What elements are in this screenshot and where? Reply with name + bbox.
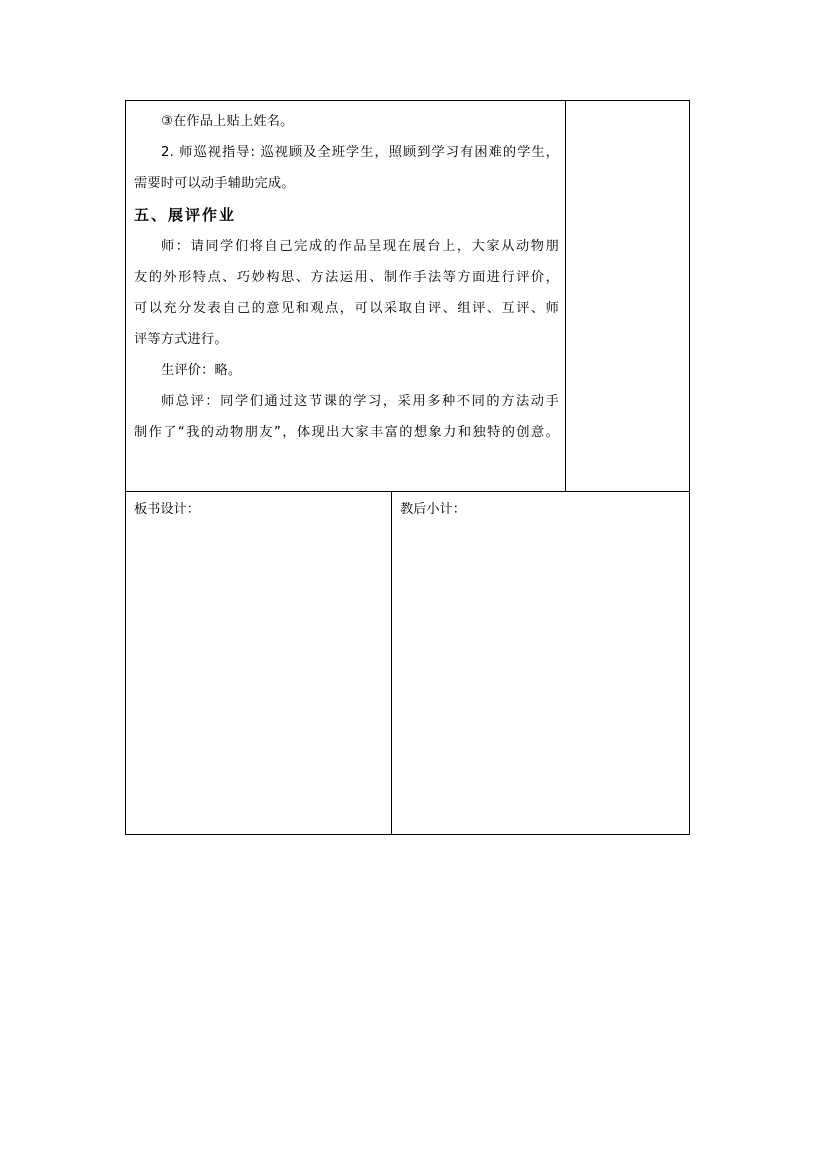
lesson-content-cell — [125, 100, 566, 492]
text-line: 生评价：略。 — [161, 363, 242, 378]
text-line: 2. 师巡视指导: 巡视顾及全班学生，照顾到学习有困难的学生， — [161, 145, 559, 160]
text-line: 可以充分发表自己的意见和观点，可以采取自评、组评、互评、师 — [134, 301, 559, 316]
reflection-label: 教后小计： — [400, 502, 466, 517]
text-line: 评等方式进行。 — [134, 332, 228, 347]
text-line: 师总评：同学们通过这节课的学习，采用多种不同的方法动手 — [161, 394, 559, 409]
text-line: 制作了“我的动物朋友”，体现出大家丰富的想象力和独特的创意。 — [134, 425, 559, 440]
section-heading: 五、展评作业 — [134, 206, 237, 224]
notes-column-cell — [565, 100, 690, 492]
board-design-cell — [125, 491, 392, 835]
text-line: 需要时可以动手辅助完成。 — [134, 176, 295, 191]
text-line: ③在作品上贴上姓名。 — [161, 114, 294, 129]
reflection-cell — [391, 491, 690, 835]
text-line: 友的外形特点、巧妙构思、方法运用、制作手法等方面进行评价， — [134, 270, 559, 285]
board-design-label: 板书设计： — [134, 502, 200, 517]
text-line: 师：请同学们将自己完成的作品呈现在展台上，大家从动物朋 — [161, 239, 559, 254]
